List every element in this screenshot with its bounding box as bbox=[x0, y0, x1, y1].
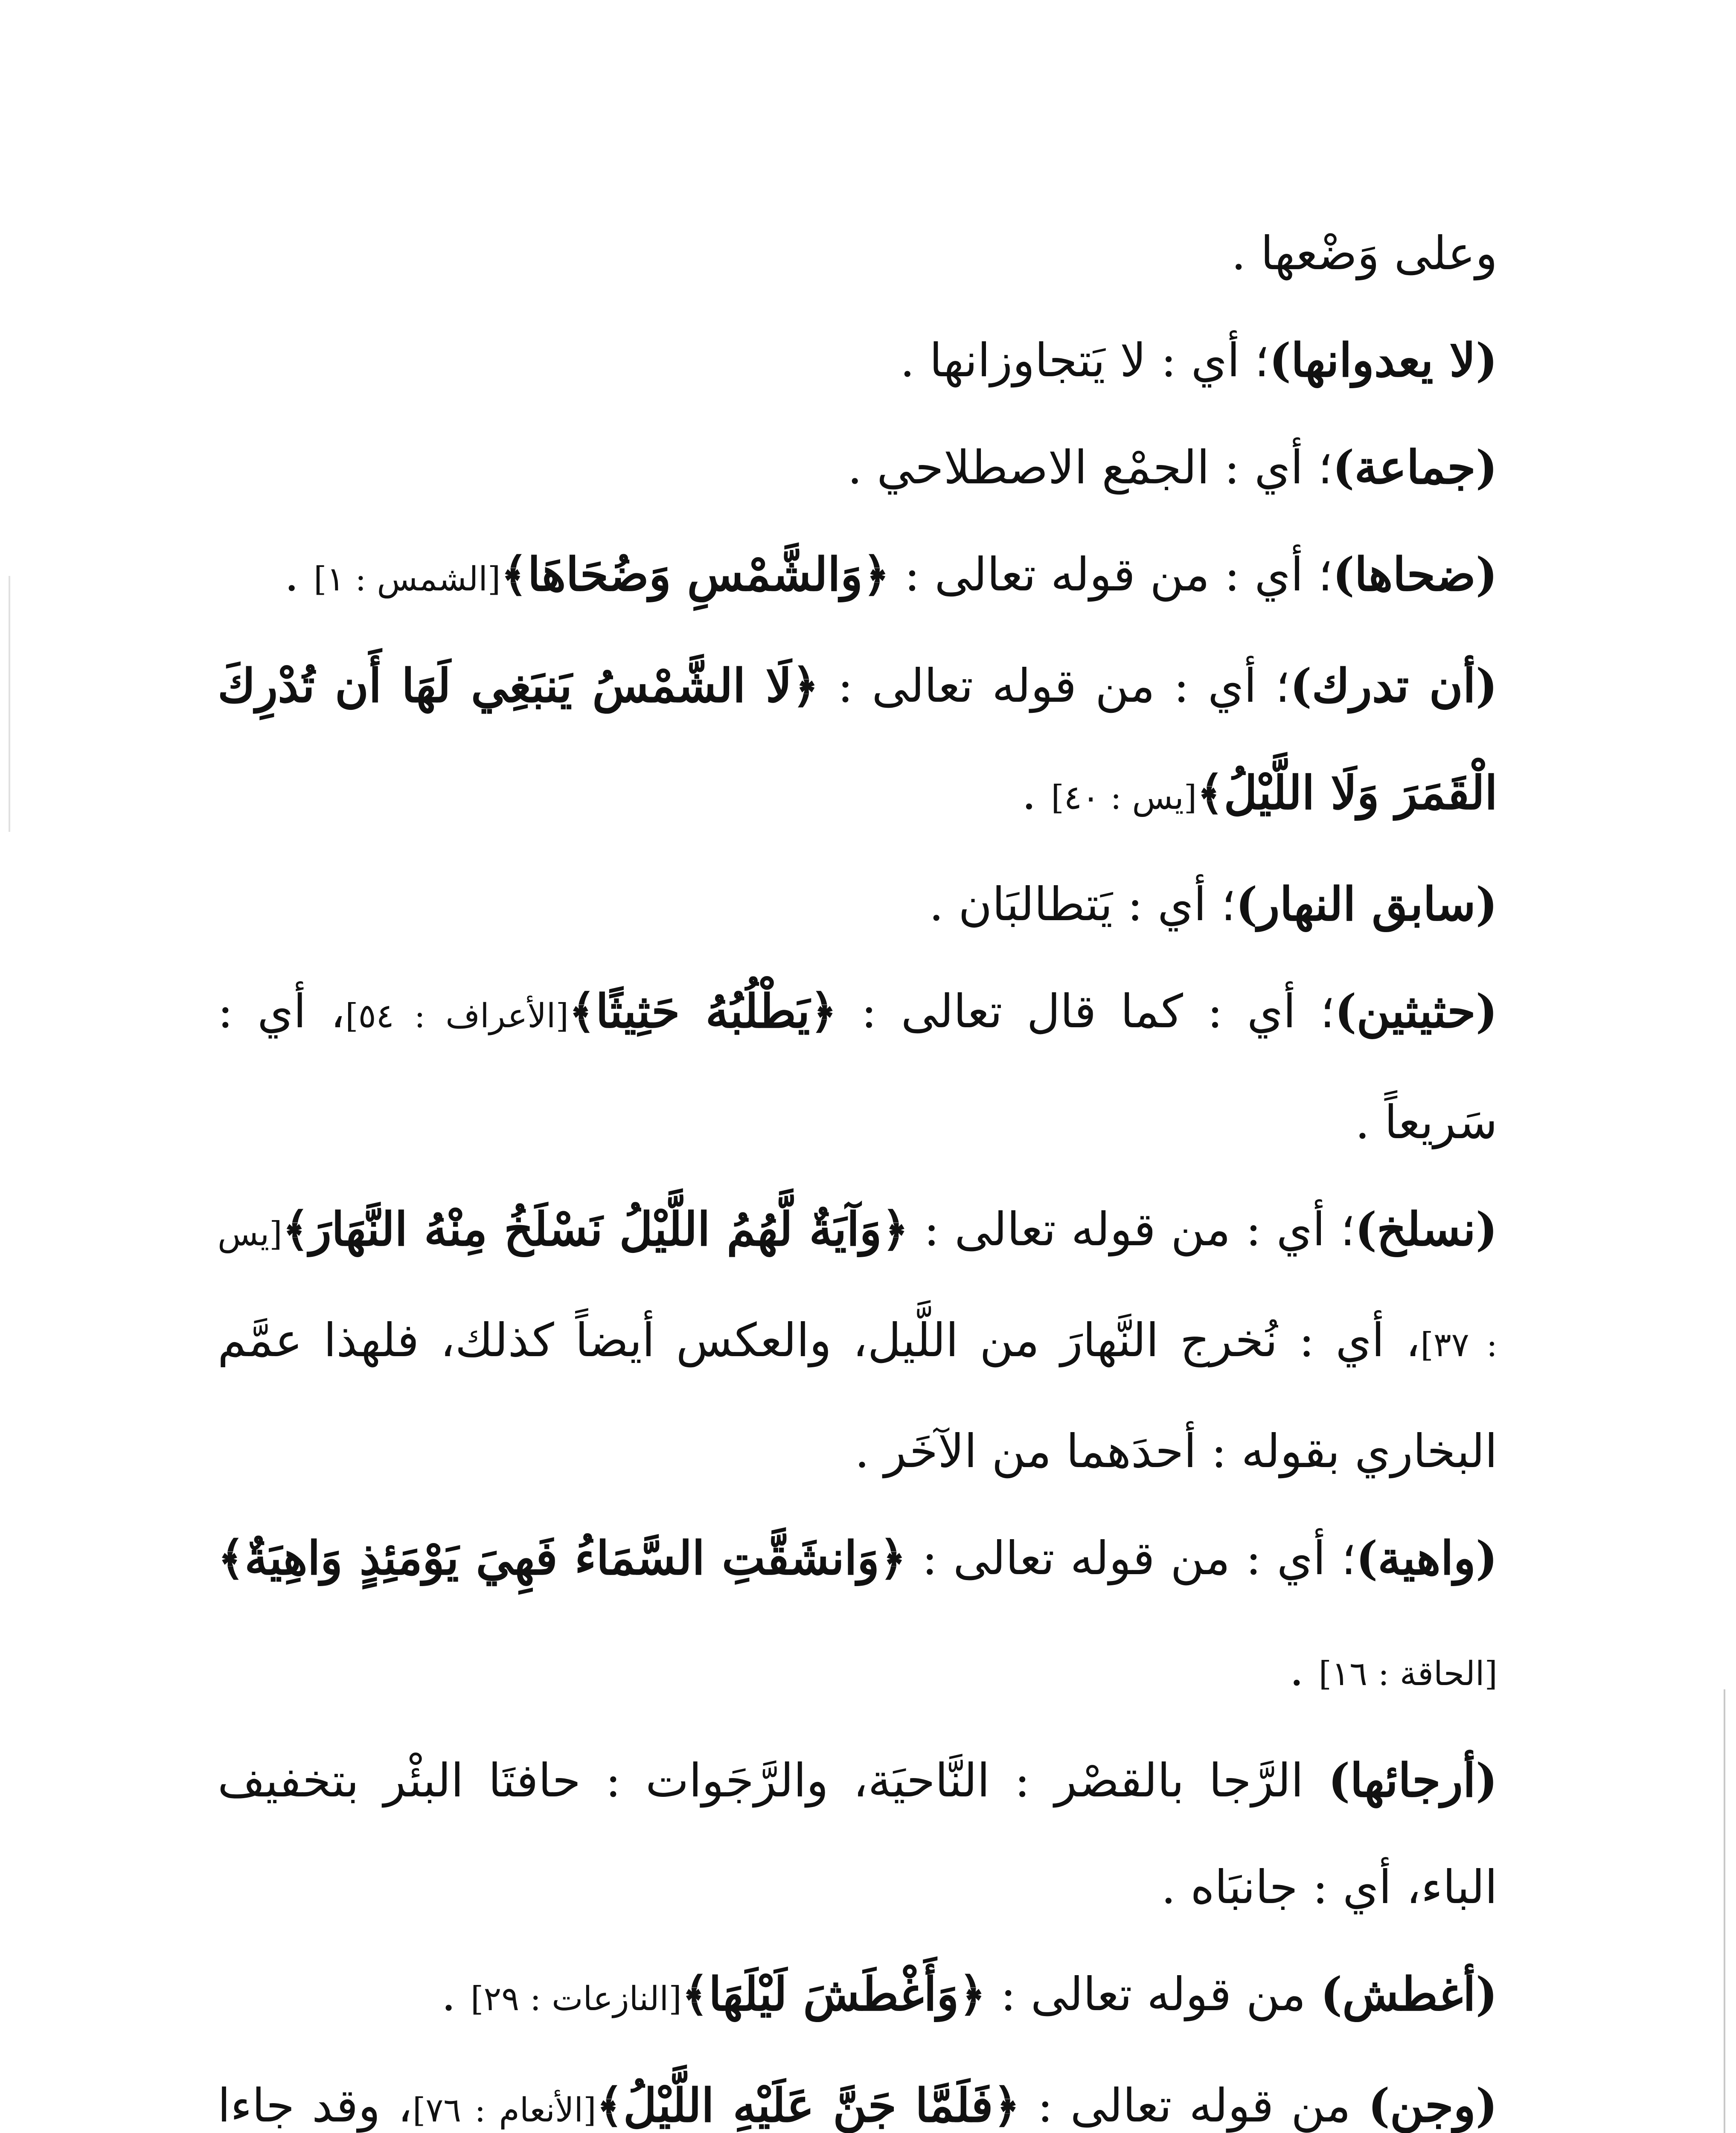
verse-reference: [يس : ٣٧] bbox=[218, 1215, 1498, 1364]
scan-edge-line bbox=[9, 576, 10, 832]
quran-verse: ﴿لَا الشَّمْسُ يَنبَغِي لَهَا أَن تُدْرِكَ الْقَمَرَ وَلَا اللَّيْلُ﴾ bbox=[218, 659, 1498, 820]
text-span: ؛ أي : كما قال تعالى : bbox=[837, 985, 1335, 1038]
glossary-term: (سابق النهار) bbox=[1236, 878, 1498, 931]
glossary-term: (أرجائها) bbox=[1328, 1754, 1498, 1808]
page-body bbox=[218, 201, 1498, 2133]
paragraph bbox=[218, 1941, 1498, 2052]
text-span: ؛ أي : من قوله تعالى : bbox=[906, 1532, 1356, 1585]
glossary-term: (واهية) bbox=[1356, 1531, 1498, 1585]
glossary-term: (وجن) bbox=[1368, 2079, 1498, 2133]
text-span: ؛ أي : من قوله تعالى : bbox=[819, 660, 1290, 713]
quran-verse: ﴿وَأَغْطَشَ لَيْلَهَا﴾ bbox=[681, 1967, 986, 2021]
glossary-term: (أن تدرك) bbox=[1290, 659, 1498, 713]
glossary-term: (جماعة) bbox=[1332, 441, 1498, 494]
text-span: من قوله تعالى : bbox=[986, 1968, 1321, 2021]
paragraph bbox=[218, 307, 1498, 414]
verse-reference: [الأعراف : ٥٤] bbox=[345, 997, 569, 1035]
text-span: . bbox=[1289, 1643, 1319, 1696]
text-span: ، أي : سَريعاً . bbox=[218, 985, 1498, 1149]
quran-verse: ﴿يَطْلُبُهُ حَثِيثًا﴾ bbox=[568, 985, 837, 1038]
text-span: . bbox=[441, 1968, 471, 2021]
text-span: ؛ أي : الجمْع الاصطلاحي . bbox=[847, 441, 1333, 494]
text-span: الرَّجا بالقصْر : النَّاحيَة، والرَّجَوات : حافتَا البئْر بتخفيف الباء، أي : جانبَاه . bbox=[218, 1754, 1498, 1914]
verse-reference: [الحاقة : ١٦] bbox=[1318, 1655, 1498, 1693]
verse-reference: [الشمس : ١] bbox=[314, 560, 501, 599]
text-span: ، وقد جاءا bbox=[218, 2079, 413, 2133]
quran-verse: ﴿وَآيَةٌ لَّهُمُ اللَّيْلُ نَسْلَخُ مِنْهُ النَّهَارَ﴾ bbox=[282, 1203, 909, 1256]
paragraph bbox=[218, 1505, 1498, 1727]
glossary-term: (نسلخ) bbox=[1355, 1203, 1498, 1256]
text-span: . bbox=[1021, 767, 1051, 820]
paragraph bbox=[218, 1727, 1498, 1941]
text-span: ؛ أي : من قوله تعالى : bbox=[908, 1203, 1355, 1256]
paragraph bbox=[218, 851, 1498, 958]
quran-verse: ﴿وَانشَقَّتِ السَّمَاءُ فَهِيَ يَوْمَئِذٍ وَاهِيَةٌ﴾ bbox=[218, 1531, 907, 1585]
verse-reference: [الأنعام : ٧٦] bbox=[412, 2091, 596, 2130]
glossary-term: (لا يعدوانها) bbox=[1269, 334, 1498, 387]
paragraph bbox=[218, 521, 1498, 633]
paragraph bbox=[218, 414, 1498, 521]
paragraph bbox=[218, 201, 1498, 307]
scan-edge-line bbox=[1724, 1689, 1725, 2133]
glossary-term: (ضحاها) bbox=[1332, 548, 1498, 602]
verse-reference: [النازعات : ٢٩] bbox=[470, 1980, 682, 2018]
text-span: من قوله تعالى : bbox=[1020, 2079, 1368, 2133]
paragraph bbox=[218, 1176, 1498, 1505]
paragraph bbox=[218, 958, 1498, 1176]
glossary-term: (أغطش) bbox=[1320, 1967, 1498, 2021]
quran-verse: ﴿فَلَمَّا جَنَّ عَلَيْهِ اللَّيْلُ﴾ bbox=[596, 2079, 1021, 2133]
text-span: . bbox=[284, 548, 314, 602]
paragraph bbox=[218, 633, 1498, 851]
paragraph bbox=[218, 2052, 1498, 2133]
text-span: ؛ أي : يَتطالبَان . bbox=[929, 878, 1236, 931]
text-span: وعلى وَضْعها . bbox=[1231, 227, 1498, 280]
text-span: ؛ أي : لا يَتجاوزانها . bbox=[900, 334, 1269, 387]
text-span: ؛ أي : من قوله تعالى : bbox=[890, 548, 1333, 602]
verse-reference: [يس : ٤٠] bbox=[1051, 779, 1197, 817]
text-span: ، أي : نُخرج النَّهارَ من اللَّيل، والعكس أيضاً كذلك، فلهذا عمَّم البخاري بقوله : أحدَهما من الآخَر . bbox=[218, 1314, 1498, 1478]
quran-verse: ﴿وَالشَّمْسِ وَضُحَاهَا﴾ bbox=[500, 548, 890, 602]
glossary-term: (حثيثين) bbox=[1335, 985, 1498, 1038]
